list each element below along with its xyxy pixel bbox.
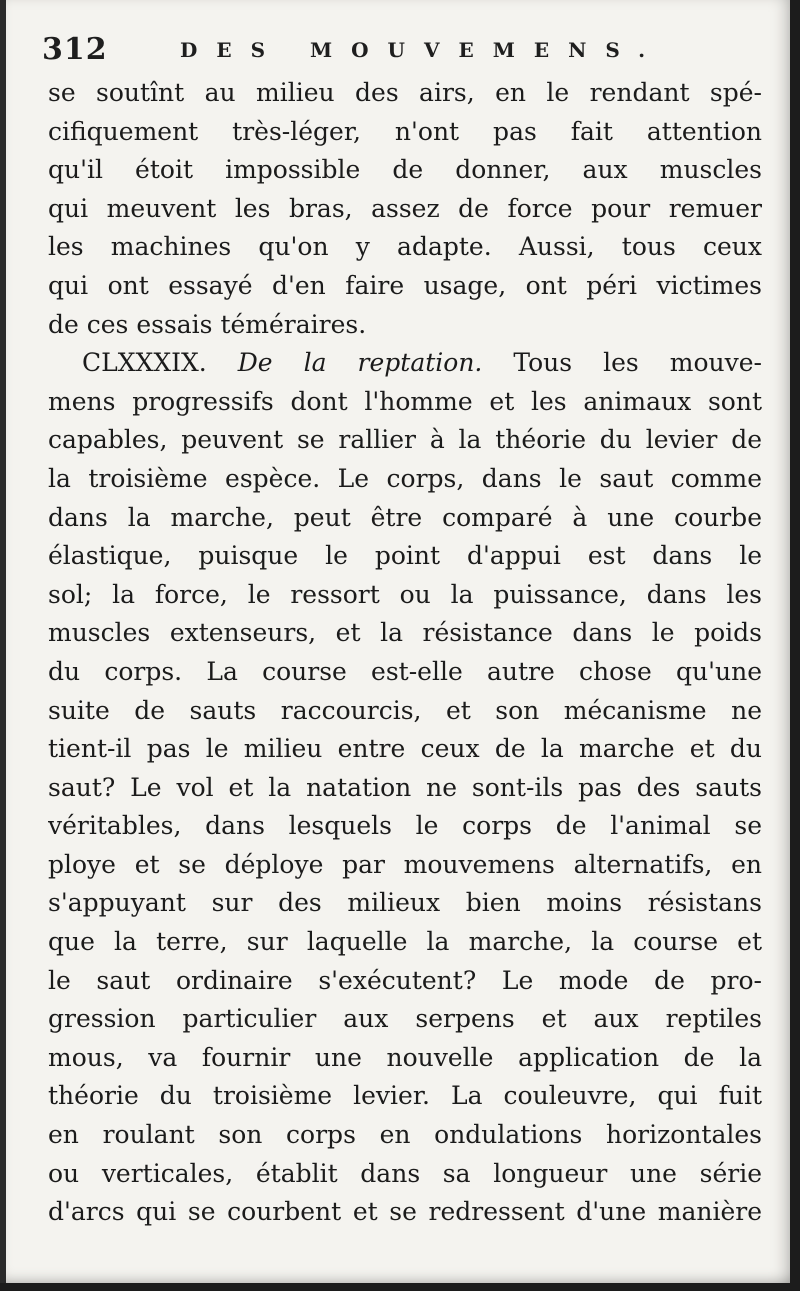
text-line: que la terre, sur laquelle la marche, la course et [48, 927, 762, 957]
page-edge-shadow [790, 0, 800, 1291]
section-heading-line [48, 344, 762, 383]
text-line: mens progressifs dont l'homme et les animaux sont [48, 386, 762, 416]
text-line: qui ont essayé d'en faire usage, ont péri victimes [48, 270, 762, 300]
section-text: Tous les mouve- [513, 348, 762, 378]
book-page [6, 0, 794, 1284]
text-line: s'appuyant sur des milieux bien moins résistans [48, 888, 762, 918]
text-line: le saut ordinaire s'exécutent? Le mode de pro- [48, 965, 762, 995]
text-line: qui meuvent les bras, assez de force pour remuer [48, 193, 762, 223]
running-title: DES MOUVEMENS. [180, 38, 665, 62]
text-line: capables, peuvent se rallier à la théorie du levier de [48, 425, 762, 455]
text-line: suite de sauts raccourcis, et son mécanisme ne [48, 695, 762, 725]
page-number: 312 [42, 32, 108, 67]
section-numeral: CLXXXIX. [82, 348, 207, 378]
text-line: dans la marche, peut être comparé à une courbe [48, 502, 762, 532]
text-line: qu'il étoit impossible de donner, aux muscles [48, 155, 762, 185]
text-line: de ces essais téméraires. [48, 309, 367, 339]
text-line: gression particulier aux serpens et aux reptiles [48, 1004, 762, 1034]
text-line: véritables, dans lesquels le corps de l'animal se [48, 811, 762, 841]
text-line: ploye et se déploye par mouvemens alternatifs, en [48, 849, 762, 879]
text-line: ou verticales, établit dans sa longueur une série [48, 1158, 762, 1188]
text-line: muscles extenseurs, et la résistance dans le poids [48, 618, 762, 648]
text-line: se soutînt au milieu des airs, en le rendant spé- [48, 78, 762, 107]
text-line: élastique, puisque le point d'appui est dans le [48, 541, 762, 571]
text-line: tient-il pas le milieu entre ceux de la marche et du [48, 734, 762, 764]
text-line: cifiquement très-léger, n'ont pas fait attention [48, 116, 762, 146]
text-line: mous, va fournir une nouvelle application de la [48, 1042, 762, 1072]
body-text [48, 74, 762, 1232]
text-line: théorie du troisième levier. La couleuvre, qui fuit [48, 1081, 762, 1111]
text-line: en roulant son corps en ondulations horizontales [48, 1120, 762, 1150]
page-header [42, 30, 762, 70]
text-line: sol; la force, le ressort ou la puissance, dans les [48, 579, 762, 609]
text-line: saut? Le vol et la natation ne sont-ils pas des sauts [48, 772, 762, 802]
section-title: De la reptation. [237, 348, 483, 378]
text-line: les machines qu'on y adapte. Aussi, tous ceux [48, 232, 762, 262]
page-bottom-shadow [0, 1283, 800, 1291]
text-line: la troisième espèce. Le corps, dans le saut comme [48, 463, 762, 493]
text-line: du corps. La course est-elle autre chose qu'une [48, 656, 762, 686]
text-line: d'arcs qui se courbent et se redressent d'une manière [48, 1197, 762, 1227]
